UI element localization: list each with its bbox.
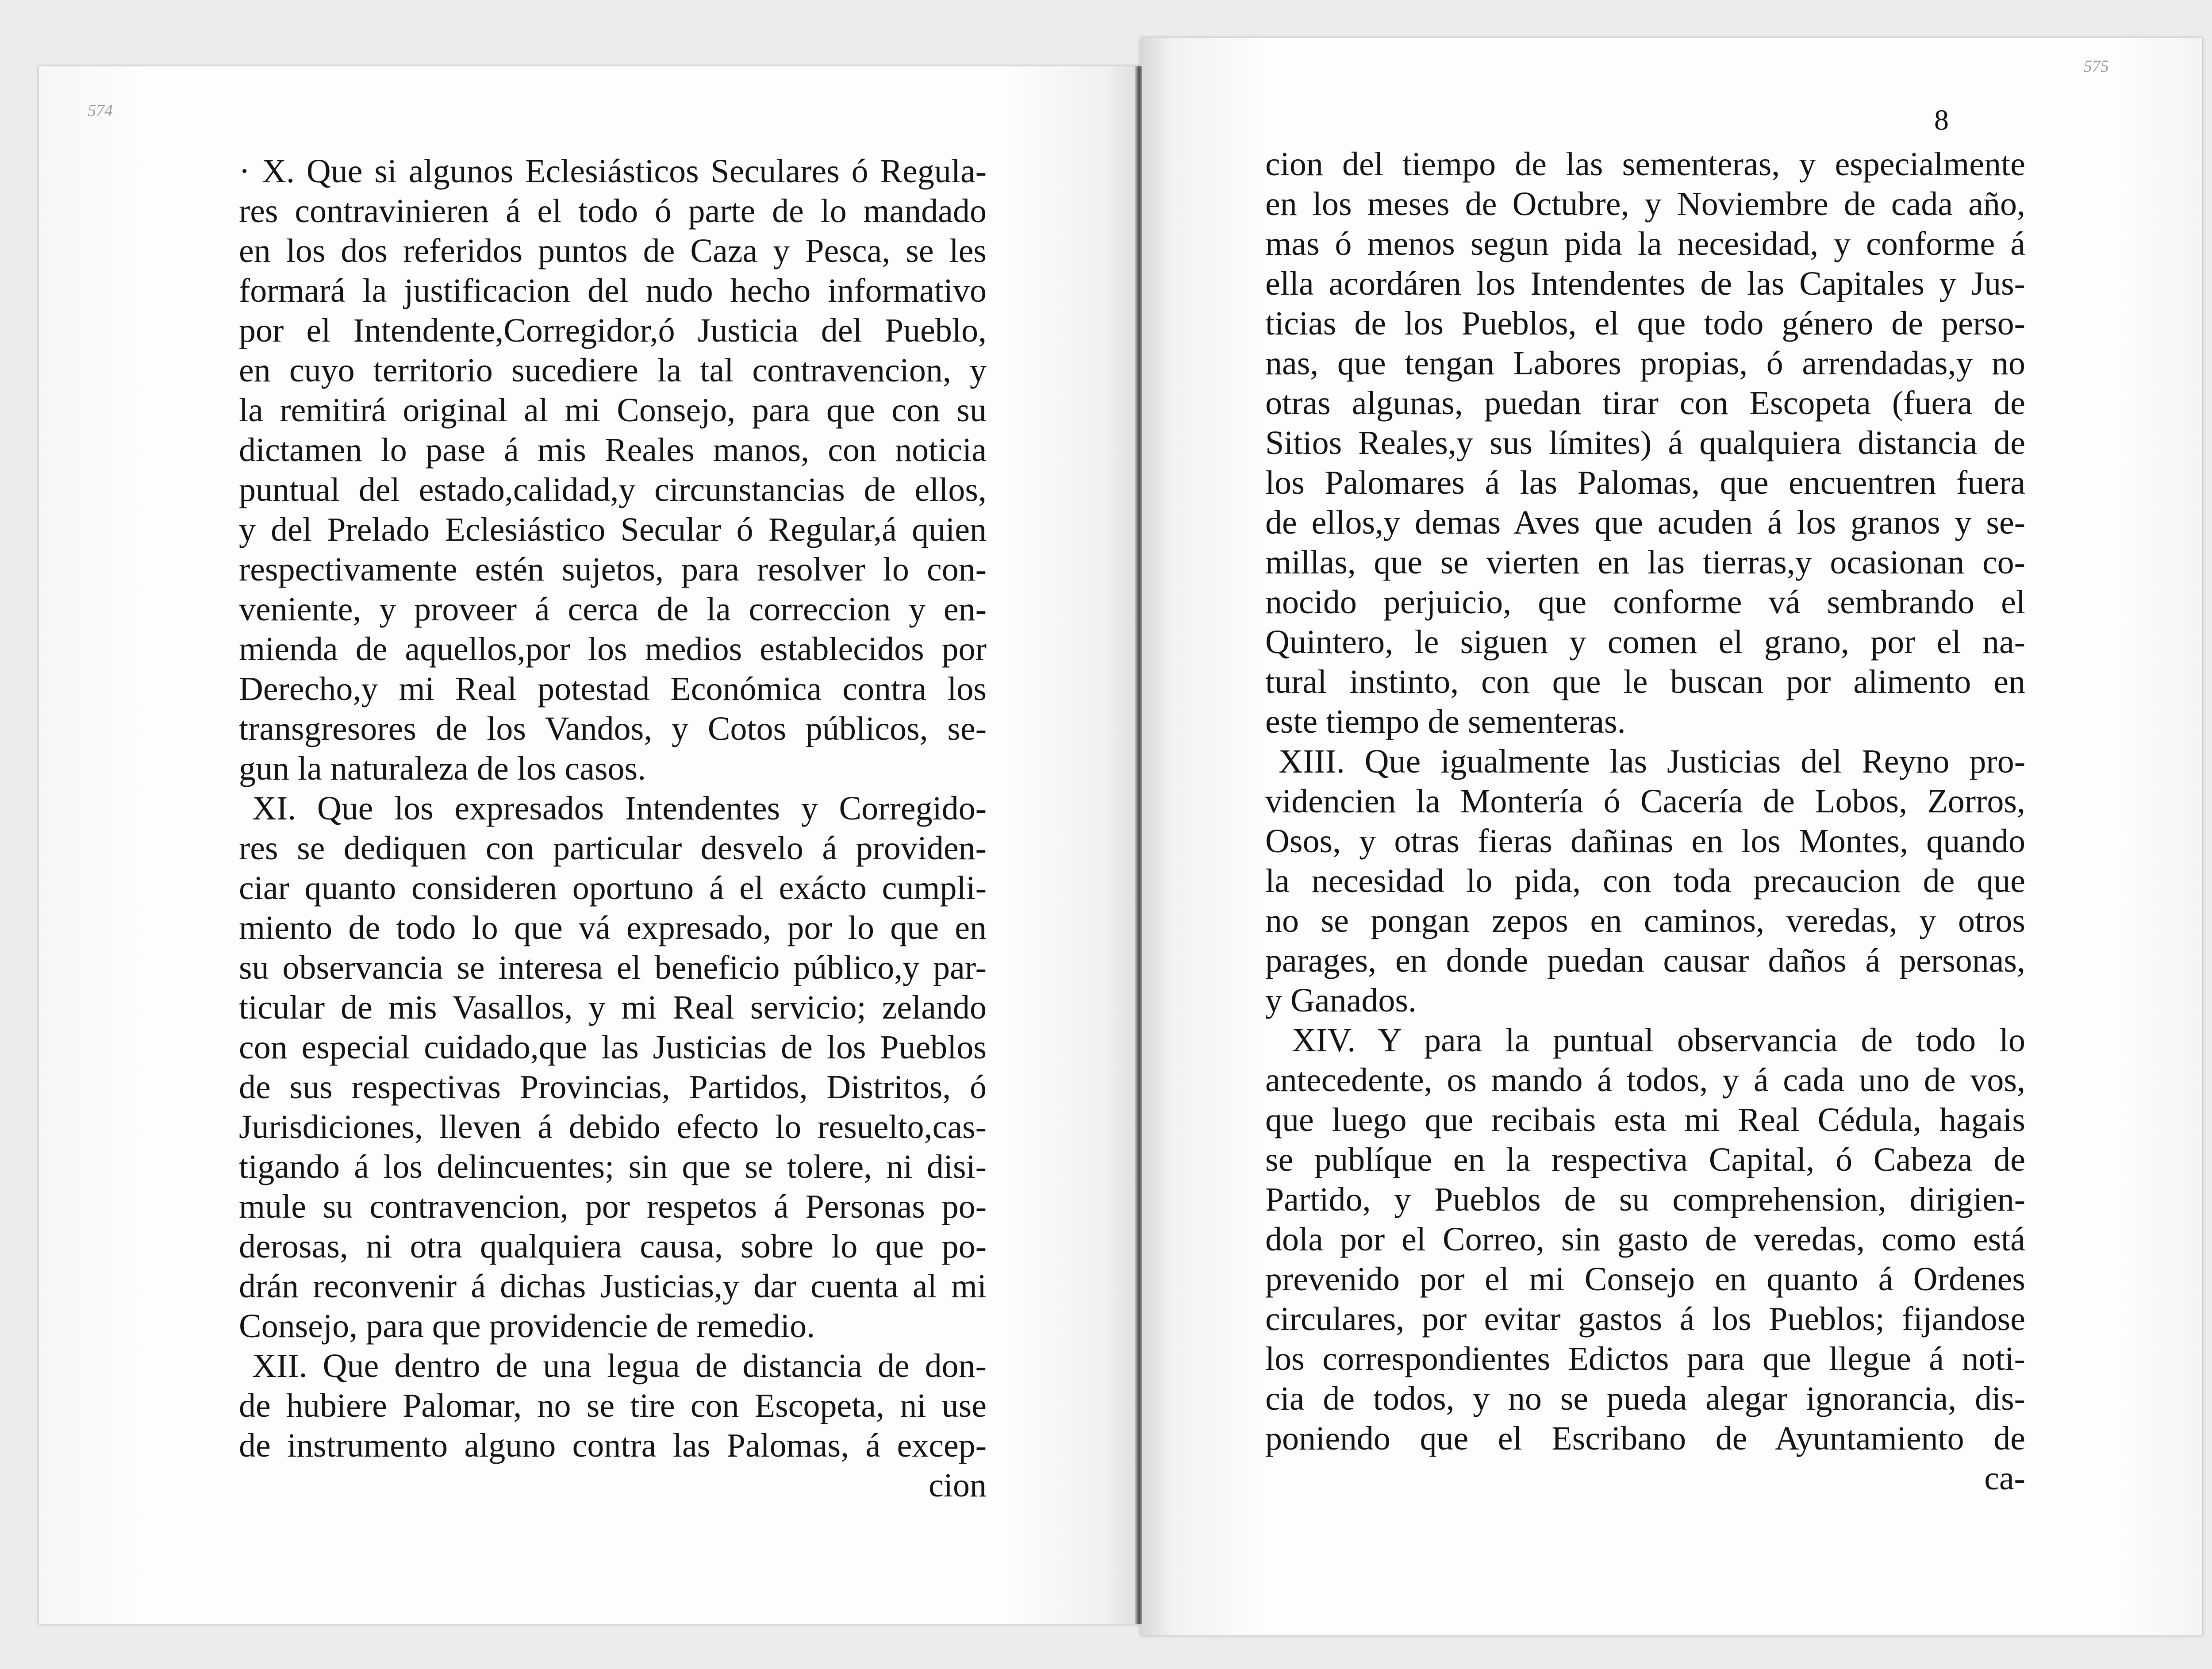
left-text-column [239,151,987,1505]
text-line: poniendo que el Escribano de Ayuntamiento de [1265,1420,2025,1457]
text-line: tigando á los delincuentes; sin que se tolere, ni disi- [239,1148,987,1185]
text-line: y del Prelado Eclesiástico Secular ó Regular,á quien [239,511,987,548]
text-line: mas ó menos segun pida la necesidad, y conforme á [1265,225,2025,262]
text-line: parages, en donde puedan causar daños á personas, [1265,942,2025,979]
page-number: 8 [1934,104,1949,136]
text-line: cia de todos, y no se pueda alegar ignorancia, dis- [1265,1380,2025,1417]
text-line: Sitios Reales,y sus límites) á qualquiera distancia de [1265,424,2025,461]
bleed-through-right [2057,133,2190,1327]
text-line: tural instinto, con que le buscan por alimento en [1265,663,2025,700]
text-line: nas, que tengan Labores propias, ó arrendadas,y no [1265,345,2025,382]
text-line: Quintero, le siguen y comen el grano, por el na- [1265,623,2025,661]
text-line: se publíque en la respectiva Capital, ó Cabeza de [1265,1141,2025,1178]
text-line: en cuyo territorio sucediere la tal contravencion, y [239,352,987,389]
text-line: respectivamente estén sujetos, para resolver lo con- [239,551,987,588]
text-line: nocido perjuicio, que conforme vá sembrando el [1265,584,2025,621]
catchword: cion [929,1467,987,1504]
text-line: Derecho,y mi Real potestad Económica contra los [239,670,987,708]
text-line: de sus respectivas Provincias, Partidos, Distritos, ó [239,1069,987,1106]
right-text-column [1265,144,2025,1498]
text-line: drán reconvenir á dichas Justicias,y dar cuenta al mi [239,1268,987,1305]
text-line: de ellos,y demas Aves que acuden á los granos y se- [1265,504,2025,541]
text-line: en los dos referidos puntos de Caza y Pesca, se les [239,232,987,269]
text-line: ciar quanto consideren oportuno á el exácto cumpli- [239,869,987,907]
catchword: ca- [1984,1460,2025,1497]
text-line: con especial cuidado,que las Justicias de los Pueblos [239,1029,987,1066]
text-line: los Palomares á las Palomas, que encuentren fuera [1265,464,2025,501]
text-line: Consejo, para que providencie de remedio. [239,1308,815,1345]
text-line: ticias de los Pueblos, el que todo género de perso- [1265,305,2025,342]
text-line: XII. Que dentro de una legua de distancia de don- [252,1347,987,1384]
book-gutter [1135,66,1142,1624]
text-line: mule su contravencion, por respetos á Personas po- [239,1188,987,1225]
text-line: ella acordáren los Intendentes de las Capitales y Jus- [1265,265,2025,302]
text-line: millas, que se vierten en las tierras,y ocasionan co- [1265,544,2025,581]
text-line: · X. Que si algunos Eclesiásticos Seculares ó Regula- [239,153,987,190]
text-line: ticular de mis Vasallos, y mi Real servicio; zelando [239,989,987,1026]
text-line: veniente, y proveer á cerca de la correccion y en- [239,591,987,628]
text-line: dola por el Correo, sin gasto de veredas, como está [1265,1221,2025,1258]
text-line: Partido, y Pueblos de su comprehension, dirigien- [1265,1181,2025,1218]
text-line: mienda de aquellos,por los medios establecidos por [239,631,987,668]
text-line: videncien la Montería ó Cacería de Lobos, Zorros, [1265,783,2025,820]
text-line: antecedente, os mando á todos, y á cada uno de vos, [1265,1061,2025,1099]
text-line: cion del tiempo de las sementeras, y especialmente [1265,146,2025,183]
text-line: de hubiere Palomar, no se tire con Escopeta, ni use [239,1387,987,1424]
text-line: su observancia se interesa el beneficio público,y par- [239,949,987,986]
folio-number-left: 574 [88,101,113,120]
text-line: miento de todo lo que vá expresado, por lo que en [239,909,987,946]
text-line: puntual del estado,calidad,y circunstancias de ellos, [239,471,987,508]
text-line: gun la naturaleza de los casos. [239,750,646,787]
text-line: la necesidad lo pida, con toda precaucion de que [1265,862,2025,900]
text-line: de instrumento alguno contra las Palomas, á excep- [239,1427,987,1464]
text-line: XIV. Y para la puntual observancia de todo lo [1292,1022,2025,1059]
text-line: otras algunas, puedan tirar con Escopeta (fuera de [1265,385,2025,422]
text-line: no se pongan zepos en caminos, veredas, y otros [1265,902,2025,939]
text-line: los correspondientes Edictos para que llegue á noti- [1265,1340,2025,1377]
text-line: XIII. Que igualmente las Justicias del Reyno pro- [1279,743,2025,780]
text-line: Jurisdiciones, lleven á debido efecto lo resuelto,cas- [239,1108,987,1146]
text-line: res contravinieren á el todo ó parte de lo mandado [239,192,987,230]
text-line: la remitirá original al mi Consejo, para que con su [239,392,987,429]
text-line: que luego que recibais esta mi Real Cédula, hagais [1265,1101,2025,1138]
folio-number-right: 575 [2084,57,2109,76]
text-line: este tiempo de sementeras. [1265,703,1626,740]
text-line: Osos, y otras fieras dañinas en los Montes, quando [1265,823,2025,860]
text-line: derosas, ni otra qualquiera causa, sobre lo que po- [239,1228,987,1265]
text-line: prevenido por el mi Consejo en quanto á Ordenes [1265,1261,2025,1298]
text-line: transgresores de los Vandos, y Cotos públicos, se- [239,710,987,747]
text-line: por el Intendente,Corregidor,ó Justicia del Pueblo, [239,312,987,349]
text-line: y Ganados. [1265,982,1417,1019]
text-line: en los meses de Octubre, y Noviembre de cada año, [1265,185,2025,223]
text-line: circulares, por evitar gastos á los Pueblos; fijandose [1265,1300,2025,1338]
text-line: formará la justificacion del nudo hecho informativo [239,272,987,309]
text-line: res se dediquen con particular desvelo á providen- [239,830,987,867]
text-line: dictamen lo pase á mis Reales manos, con noticia [239,431,987,469]
text-line: XI. Que los expresados Intendentes y Corregido- [252,790,987,827]
